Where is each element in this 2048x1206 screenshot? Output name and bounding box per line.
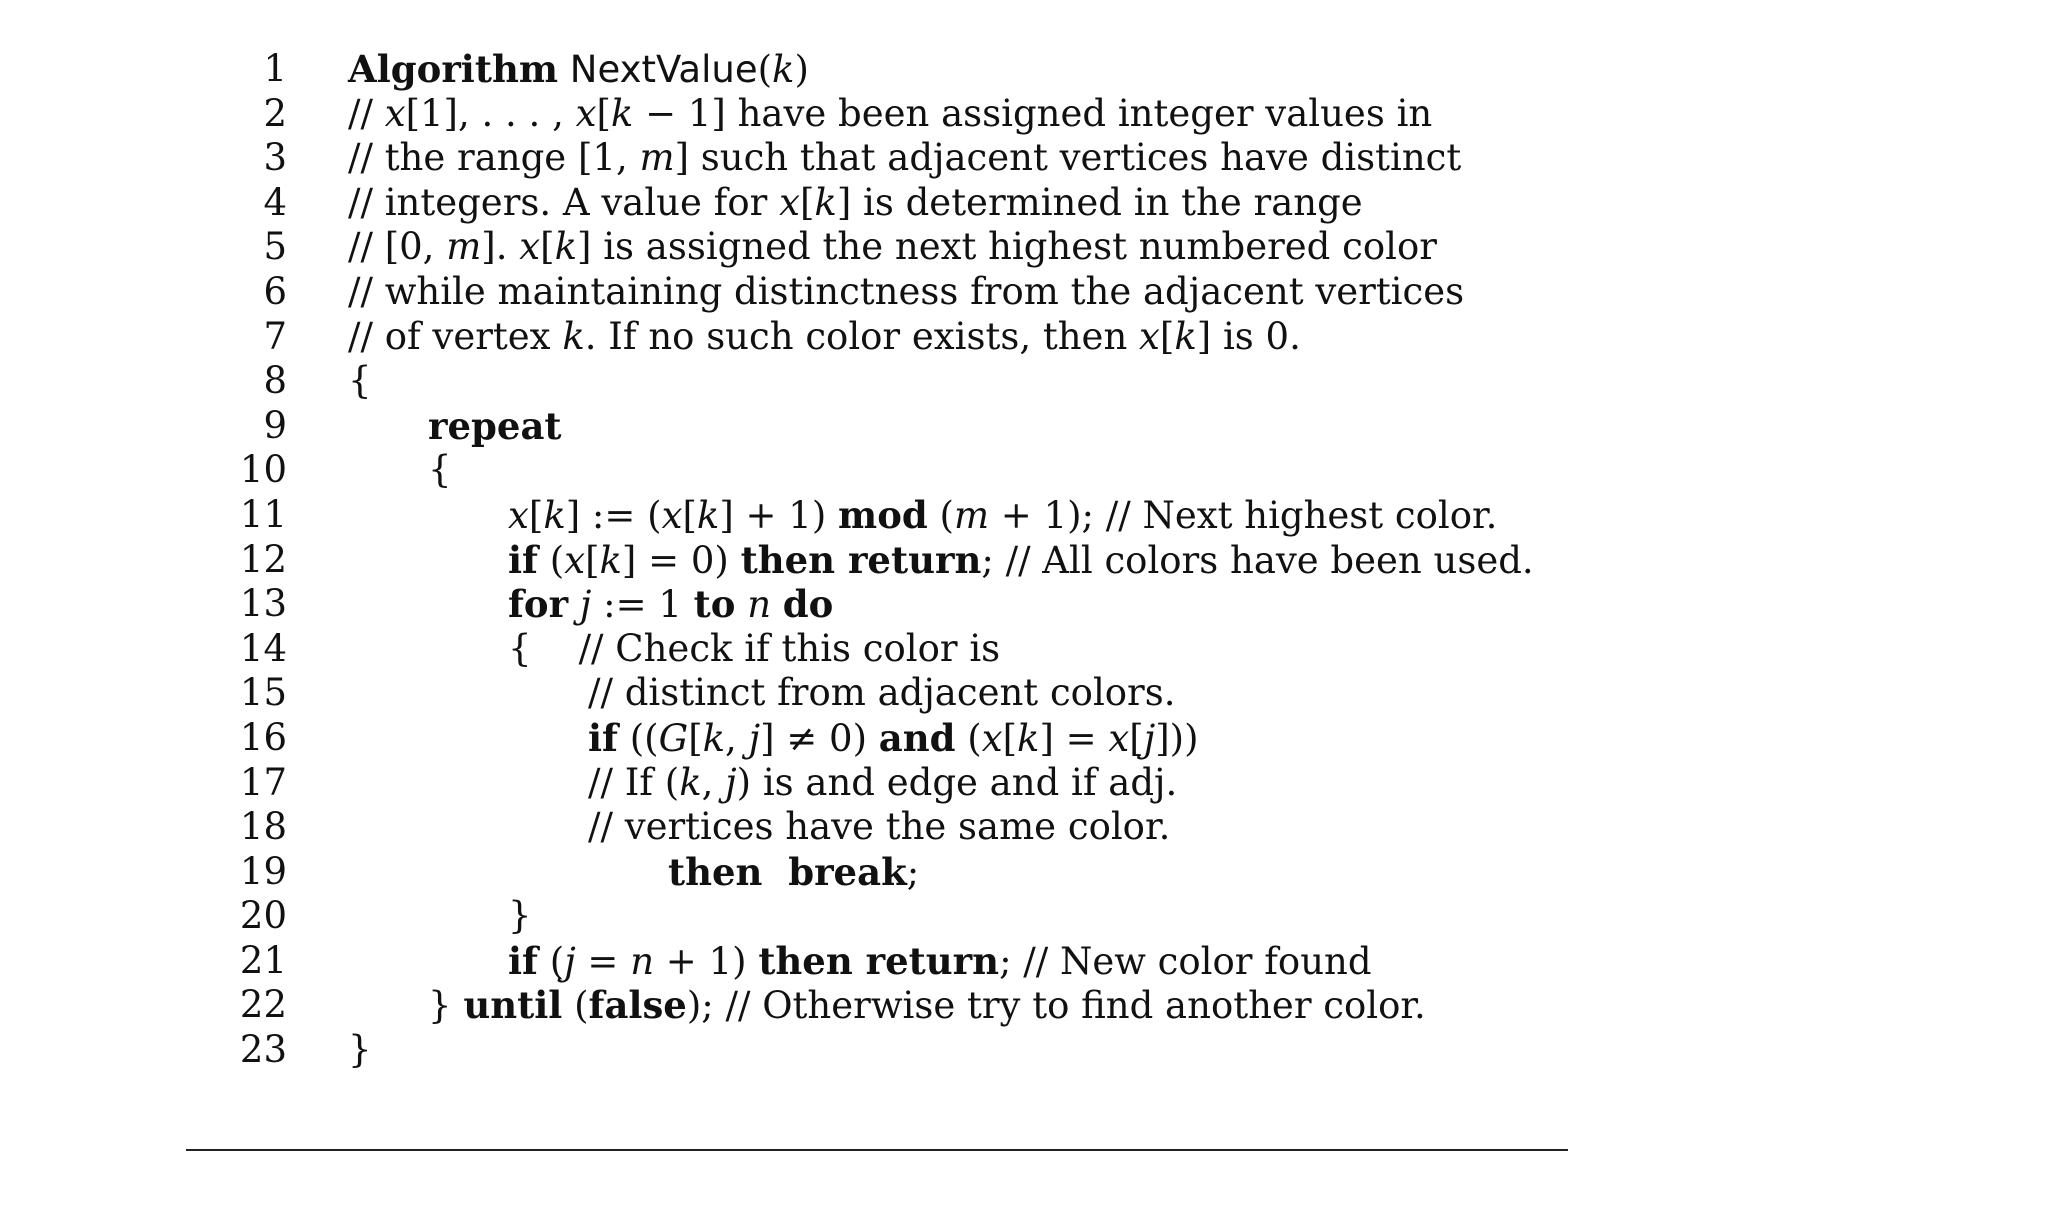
code-line-17 xyxy=(0,761,2048,806)
code-line-13 xyxy=(0,582,2048,627)
code-line-23 xyxy=(0,1028,2048,1073)
line-number: 16 xyxy=(239,715,287,759)
code-text: // of vertex k. If no such color exists, then x[k] is 0. xyxy=(348,314,1301,358)
line-number: 19 xyxy=(239,849,287,893)
line-number: 21 xyxy=(239,938,287,982)
code-line-3 xyxy=(0,136,2048,181)
line-number: 8 xyxy=(263,359,287,403)
code-text: } xyxy=(348,1028,372,1072)
code-line-5 xyxy=(0,225,2048,270)
code-text: if ((G[k, j] ≠ 0) and (x[k] = x[j])) xyxy=(588,715,1199,760)
line-number: 20 xyxy=(239,894,287,938)
line-number: 10 xyxy=(239,448,287,492)
code-text: Algorithm NextValue(k) xyxy=(348,47,809,91)
code-line-15 xyxy=(0,671,2048,716)
line-number: 12 xyxy=(239,537,287,581)
line-number: 22 xyxy=(239,983,287,1027)
code-text: for j := 1 to n do xyxy=(508,582,834,627)
code-text: } until (false); // Otherwise try to find another color. xyxy=(428,983,1426,1028)
code-text: then break; xyxy=(668,849,920,894)
code-line-9 xyxy=(0,404,2048,449)
line-number: 17 xyxy=(239,760,287,804)
code-line-20 xyxy=(0,894,2048,939)
code-text: // the range [1, m] such that adjacent vertices have distinct xyxy=(348,136,1462,180)
line-number: 15 xyxy=(239,671,287,715)
code-line-7 xyxy=(0,315,2048,360)
line-number: 13 xyxy=(239,582,287,626)
code-text: if (j = n + 1) then return; // New color found xyxy=(508,938,1372,983)
line-number: 23 xyxy=(239,1028,287,1072)
line-number: 18 xyxy=(239,805,287,849)
code-line-10 xyxy=(0,448,2048,493)
code-line-1 xyxy=(0,47,2048,92)
line-number: 11 xyxy=(239,492,287,536)
code-text: { // Check if this color is xyxy=(508,626,1001,670)
bottom-rule xyxy=(186,1149,1568,1151)
line-number: 5 xyxy=(263,225,287,269)
code-text: // while maintaining distinctness from the adjacent vertices xyxy=(348,269,1465,313)
code-text: // distinct from adjacent colors. xyxy=(588,671,1176,715)
code-line-2 xyxy=(0,92,2048,137)
code-text: } xyxy=(508,894,532,938)
line-number: 3 xyxy=(263,136,287,180)
code-text: repeat xyxy=(428,403,562,448)
code-line-12 xyxy=(0,538,2048,583)
code-line-19 xyxy=(0,850,2048,895)
code-line-8 xyxy=(0,359,2048,404)
code-line-21 xyxy=(0,939,2048,984)
code-text: { xyxy=(428,448,452,492)
algorithm-listing xyxy=(0,47,2048,1073)
line-number: 14 xyxy=(239,626,287,670)
line-number: 2 xyxy=(263,91,287,135)
code-text: // [0, m]. x[k] is assigned the next highest numbered color xyxy=(348,225,1437,269)
code-line-22 xyxy=(0,983,2048,1028)
code-text: x[k] := (x[k] + 1) mod (m + 1); // Next highest color. xyxy=(508,492,1498,537)
code-text: // integers. A value for x[k] is determined in the range xyxy=(348,180,1363,224)
line-number: 1 xyxy=(263,47,287,90)
line-number: 7 xyxy=(263,314,287,358)
code-line-6 xyxy=(0,270,2048,315)
code-text: // If (k, j) is and edge and if adj. xyxy=(588,760,1178,804)
code-text: // x[1], . . . , x[k − 1] have been assigned integer values in xyxy=(348,91,1433,135)
code-line-16 xyxy=(0,716,2048,761)
code-text: if (x[k] = 0) then return; // All colors have been used. xyxy=(508,537,1534,582)
code-line-4 xyxy=(0,181,2048,226)
code-line-18 xyxy=(0,805,2048,850)
code-text: { xyxy=(348,359,372,403)
code-line-11 xyxy=(0,493,2048,538)
line-number: 6 xyxy=(263,269,287,313)
code-text: // vertices have the same color. xyxy=(588,805,1171,849)
code-line-14 xyxy=(0,627,2048,672)
line-number: 4 xyxy=(263,180,287,224)
line-number: 9 xyxy=(263,403,287,447)
